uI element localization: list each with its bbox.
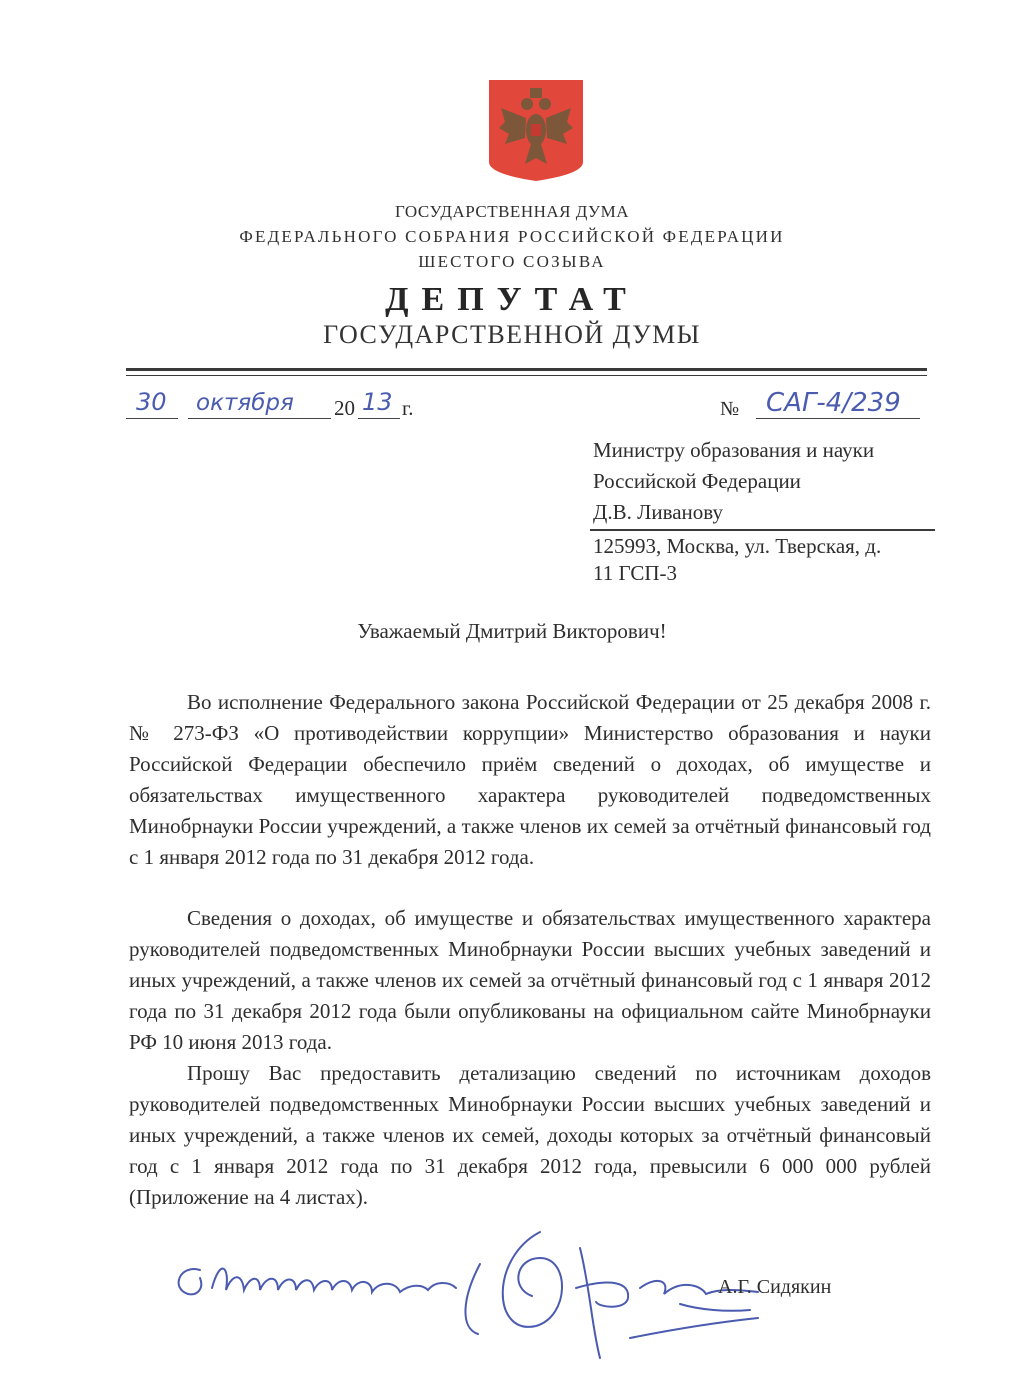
institution-line-1: ГОСУДАРСТВЕННАЯ ДУМА bbox=[395, 202, 629, 221]
date-month: октября bbox=[196, 390, 294, 416]
signatory-name: А.Г. Сидякин bbox=[718, 1276, 832, 1298]
date-year-prefix: 20 bbox=[334, 396, 355, 420]
body-paragraph-2: Сведения о доходах, об имуществе и обязательствах имущественного характера руководителей подведомственных Минобрнауки России высших учебных заведений и иных учреждений, а также членов их семей за отчётный финансовый год с 1 января 2012 года по 31 декабря 2012 года были опубликованы на официальном сайте Минобрнауки РФ 10 июня 2013 года. bbox=[129, 906, 931, 1054]
date-year-unit: г. bbox=[402, 396, 414, 420]
date-day: 30 bbox=[136, 388, 167, 416]
date-year-suffix: 13 bbox=[362, 388, 393, 416]
document-number-underline bbox=[756, 418, 920, 419]
header-divider-thin bbox=[126, 375, 927, 376]
addressee-address-line-2: 11 ГСП-3 bbox=[593, 561, 677, 585]
body-paragraph-1: Во исполнение Федерального закона Российской Федерации от 25 декабря 2008 г. № 273-ФЗ «О противодействии коррупции» Министерство образования и науки Российской Федерации обеспечило приём сведений о доходах, об имуществе и обязательствах имущественного характера руководителей подведомственных Минобрнауки России учреждений, а также членов их семей за отчётный финансовый год с 1 января 2012 года по 31 декабря 2012 года. bbox=[129, 690, 931, 869]
institution-line-2: ФЕДЕРАЛЬНОГО СОБРАНИЯ РОССИЙСКОЙ ФЕДЕРАЦИИ bbox=[239, 227, 785, 246]
number-sign: № bbox=[720, 398, 740, 420]
greeting: Уважаемый Дмитрий Викторович! bbox=[357, 619, 667, 643]
date-month-underline bbox=[188, 418, 331, 419]
state-emblem-icon bbox=[487, 78, 585, 182]
addressee-line-1: Министру образования и науки bbox=[593, 438, 875, 462]
date-year-underline bbox=[358, 418, 400, 419]
body-paragraph-3: Прошу Вас предоставить детализацию сведений по источникам доходов руководителей подведомственных Минобрнауки России высших учебных заведений и иных учреждений, а также членов их семей, доходы которых за отчётный финансовый год с 1 января 2012 года по 31 декабря 2012 года, превысили 6 000 000 рублей (Приложение на 4 листах). bbox=[129, 1061, 931, 1209]
addressee-name: Д.В. Ливанову bbox=[593, 500, 723, 524]
addressee-line-2: Российской Федерации bbox=[593, 469, 801, 493]
letterhead-title: ДЕПУТАТ bbox=[385, 281, 639, 318]
header-divider-thick bbox=[126, 368, 927, 371]
handwritten-signature-icon bbox=[160, 1218, 760, 1368]
institution-line-3: ШЕСТОГО СОЗЫВА bbox=[418, 252, 606, 271]
addressee-address-line-1: 125993, Москва, ул. Тверская, д. bbox=[593, 534, 882, 558]
document-number: САГ-4/239 bbox=[766, 388, 901, 418]
letterhead-subtitle: ГОСУДАРСТВЕННОЙ ДУМЫ bbox=[323, 320, 701, 349]
date-day-underline bbox=[126, 418, 178, 419]
addressee-divider bbox=[590, 529, 935, 531]
